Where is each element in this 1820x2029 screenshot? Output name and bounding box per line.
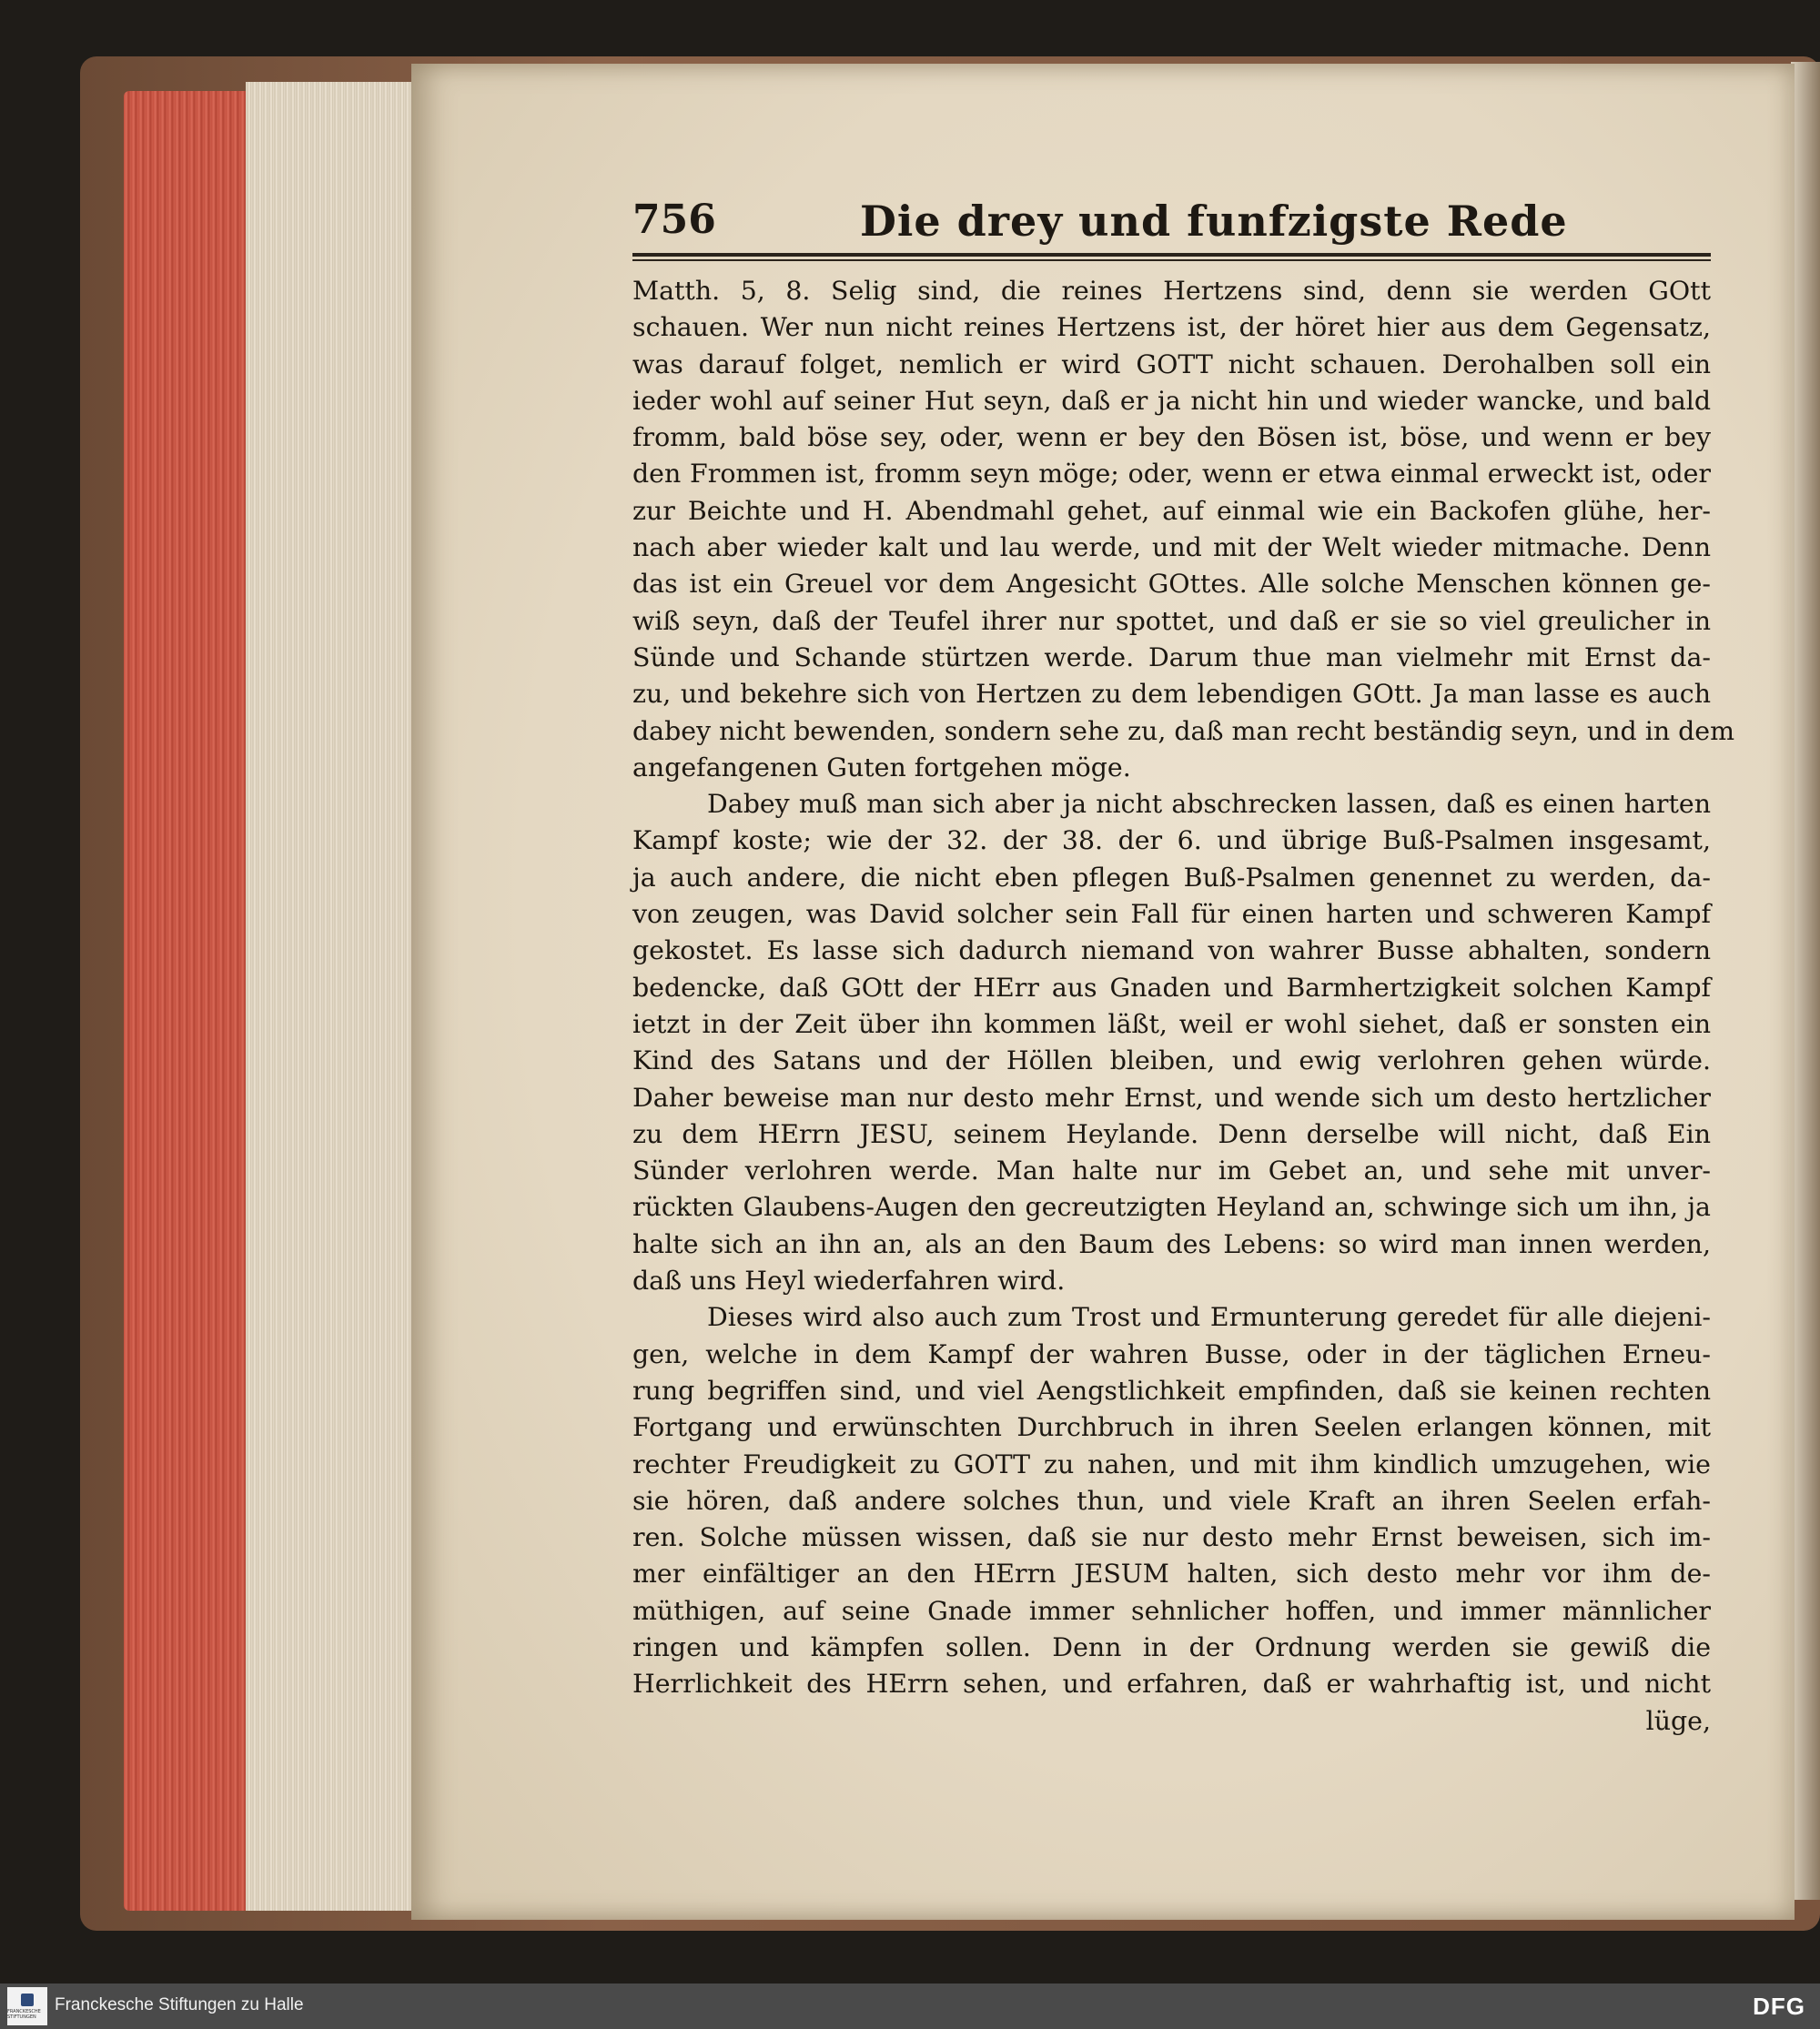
text-line: zur Beichte und H. Abendmahl gehet, auf einmal wie ein Backofen glühe, her-: [632, 495, 1711, 526]
body-text: [632, 273, 1735, 1740]
text-line: zu dem HErrn JESU, seinem Heylande. Denn derselbe will nicht, daß Ein: [632, 1118, 1711, 1149]
text-line: daß uns Heyl wiederfahren wird.: [632, 1266, 1066, 1297]
text-line: mer einfältiger an den HErrn JESUM halten, sich desto mehr vor ihm de-: [632, 1559, 1711, 1590]
text-line: ja auch andere, die nicht eben pflegen Buß-Psalmen genennet zu werden, da-: [632, 862, 1711, 893]
text-line: Kampf koste; wie der 32. der 38. der 6. und übrige Buß-Psalmen insgesamt,: [632, 825, 1711, 856]
crest-icon: [21, 1994, 34, 2006]
page-number: 756: [632, 197, 716, 243]
text-line: Fortgang und erwünschten Durchbruch in ihren Seelen erlangen können, mit: [632, 1412, 1711, 1443]
institution-logo[interactable]: [7, 1987, 47, 2025]
text-line: Sünder verlohren werde. Man halte nur im Gebet an, und sehe mit unver-: [632, 1156, 1711, 1186]
text-line: von zeugen, was David solcher sein Fall für einen harten und schweren Kampf: [632, 899, 1711, 930]
text-line: rechter Freudigkeit zu GOTT zu nahen, und mit ihm kindlich umzugehen, wie: [632, 1449, 1711, 1479]
text-line: ieder wohl auf seiner Hut seyn, daß er ja nicht hin und wieder wancke, und bald: [632, 385, 1711, 416]
text-line: rückten Glaubens-Augen den gecreutzigten Heyland an, schwinge sich um ihn, ja: [632, 1192, 1711, 1223]
text-line: dabey nicht bewenden, sondern sehe zu, daß man recht beständig seyn, und in dem: [632, 715, 1735, 746]
text-line: das ist ein Greuel vor dem Angesicht GOttes. Alle solche Menschen können ge-: [632, 569, 1711, 600]
text-line: was darauf folget, nemlich er wird GOTT nicht schauen. Derohalben soll ein: [632, 348, 1711, 379]
page-header: [632, 197, 1711, 260]
logo-caption: FRANCKESCHE STIFTUNGEN: [7, 2008, 41, 2020]
text-line: fromm, bald böse sey, oder, wenn er bey den Bösen ist, böse, und wenn er bey: [632, 422, 1711, 453]
text-line: halte sich an ihn an, als an den Baum des Lebens: so wird man innen werden,: [632, 1228, 1711, 1259]
text-line: Dieses wird also auch zum Trost und Ermunterung geredet für alle diejeni-: [707, 1302, 1711, 1333]
facing-page-edge: [1791, 62, 1820, 1900]
running-title: Die drey und funfzigste Rede: [860, 197, 1568, 246]
text-line: ren. Solche müssen wissen, daß sie nur desto mehr Ernst beweisen, sich im-: [632, 1522, 1711, 1553]
text-line: ietzt in der Zeit über ihn kommen läßt, weil er wohl siehet, daß er sonsten ein: [632, 1008, 1711, 1039]
text-line: schauen. Wer nun nicht reines Hertzens ist, der höret hier aus dem Gegensatz,: [632, 312, 1711, 343]
text-line: Daher beweise man nur desto mehr Ernst, und wende sich um desto hertzlicher: [632, 1082, 1711, 1113]
text-line: sie hören, daß andere solches thun, und viele Kraft an ihren Seelen erfah-: [632, 1485, 1711, 1516]
text-line: wiß seyn, daß der Teufel ihrer nur spottet, und daß er sie so viel greulicher in: [632, 605, 1711, 636]
text-line: lüge,: [1645, 1705, 1711, 1736]
text-line: gen, welche in dem Kampf der wahren Busse, oder in der täglichen Erneu-: [632, 1338, 1711, 1369]
text-line: den Frommen ist, fromm seyn möge; oder, wenn er etwa einmal erweckt ist, oder: [632, 459, 1711, 490]
header-rule: [632, 253, 1711, 261]
dfg-logo[interactable]: DFG: [1753, 1993, 1805, 2020]
footer-bar: [0, 1984, 1820, 2029]
text-line: ringen und kämpfen sollen. Denn in der Ordnung werden sie gewiß die: [632, 1631, 1711, 1662]
text-line: Kind des Satans und der Höllen bleiben, und ewig verlohren gehen würde.: [632, 1045, 1711, 1076]
text-line: zu, und bekehre sich von Hertzen zu dem lebendigen GOtt. Ja man lasse es auch: [632, 679, 1711, 710]
text-line: Herrlichkeit des HErrn sehen, und erfahren, daß er wahrhaftig ist, und nicht: [632, 1669, 1711, 1700]
text-line: nach aber wieder kalt und lau werde, und mit der Welt wieder mitmache. Denn: [632, 532, 1711, 563]
text-line: bedencke, daß GOtt der HErr aus Gnaden und Barmhertzigkeit solchen Kampf: [632, 972, 1711, 1003]
text-line: Dabey muß man sich aber ja nicht abschrecken lassen, daß es einen harten: [707, 789, 1711, 820]
text-line: Sünde und Schande stürtzen werde. Darum thue man vielmehr mit Ernst da-: [632, 641, 1711, 672]
text-line: rung begriffen sind, und viel Aengstlichkeit empfinden, daß sie keinen rechten: [632, 1375, 1711, 1406]
text-line: gekostet. Es lasse sich dadurch niemand von wahrer Busse abhalten, sondern: [632, 935, 1711, 966]
text-line: angefangenen Guten fortgehen möge.: [632, 752, 1131, 782]
stacked-page-edges: [246, 82, 419, 1911]
institution-name[interactable]: Franckesche Stiftungen zu Halle: [55, 1995, 304, 2014]
text-line: müthigen, auf seine Gnade immer sehnlicher hoffen, und immer männlicher: [632, 1595, 1711, 1626]
text-line: Matth. 5, 8. Selig sind, die reines Hertzens sind, denn sie werden GOtt: [632, 276, 1711, 306]
red-page-edges: [124, 91, 251, 1911]
